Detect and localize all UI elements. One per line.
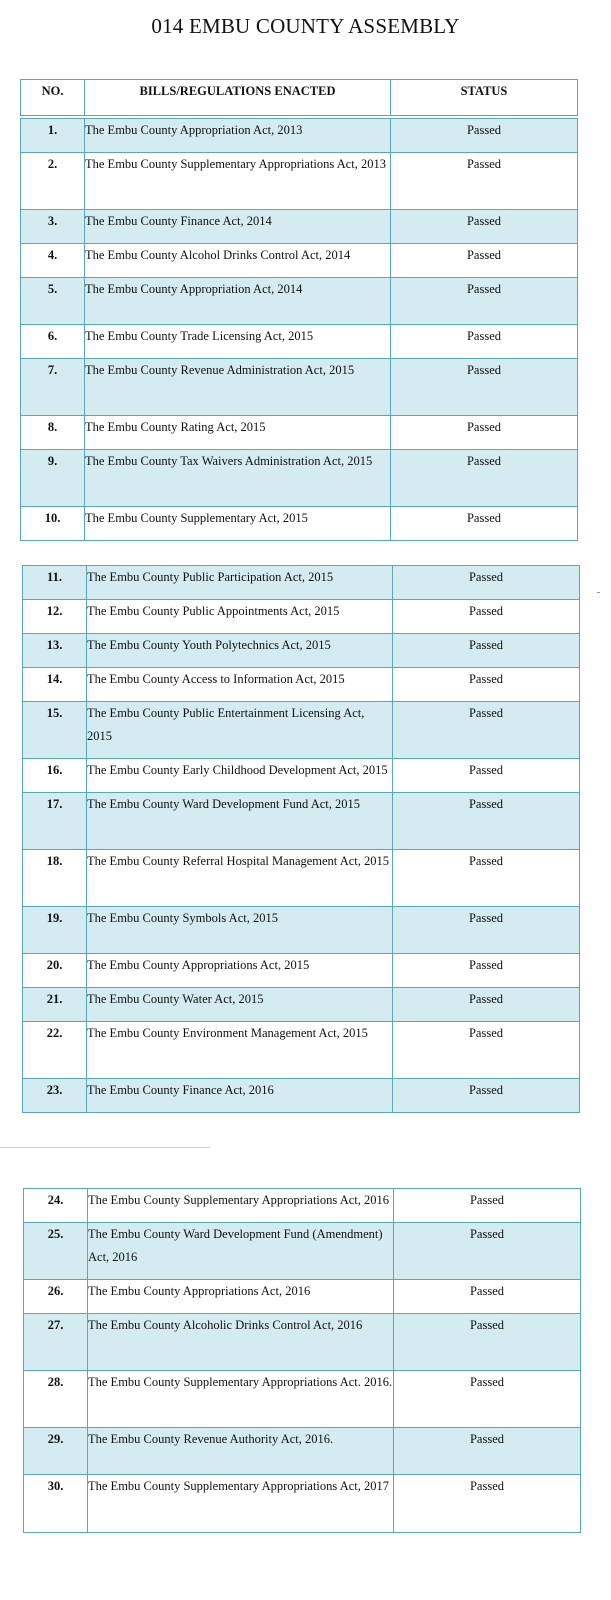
bill-title: The Embu County Alcoholic Drinks Control Act, 2016 xyxy=(88,1314,394,1371)
bill-status: Passed xyxy=(391,153,578,210)
row-number: 11. xyxy=(23,566,87,600)
table-row xyxy=(23,850,580,907)
table-header-row xyxy=(21,80,578,116)
bill-title: The Embu County Alcohol Drinks Control Act, 2014 xyxy=(85,244,391,278)
bill-status: Passed xyxy=(391,278,578,325)
bill-status: Passed xyxy=(391,450,578,507)
table-row xyxy=(23,702,580,759)
table-row xyxy=(21,325,578,359)
bill-status: Passed xyxy=(393,668,580,702)
table-row xyxy=(21,278,578,325)
bill-title: The Embu County Finance Act, 2016 xyxy=(87,1079,393,1113)
row-number: 18. xyxy=(23,850,87,907)
row-number: 22. xyxy=(23,1022,87,1079)
table-row xyxy=(24,1189,581,1223)
table-row xyxy=(21,507,578,541)
bill-title: The Embu County Supplementary Appropriations Act, 2017 xyxy=(88,1475,394,1533)
row-number: 7. xyxy=(21,359,85,416)
bill-title: The Embu County Early Childhood Development Act, 2015 xyxy=(87,759,393,793)
bill-status: Passed xyxy=(391,244,578,278)
page-break-line xyxy=(0,1147,210,1148)
page-title: 014 EMBU COUNTY ASSEMBLY xyxy=(151,14,460,38)
bill-title: The Embu County Appropriation Act, 2013 xyxy=(85,119,391,153)
row-number: 30. xyxy=(24,1475,88,1533)
bill-title: The Embu County Trade Licensing Act, 2015 xyxy=(85,325,391,359)
bill-status: Passed xyxy=(393,1022,580,1079)
bill-title: The Embu County Rating Act, 2015 xyxy=(85,416,391,450)
bill-title: The Embu County Ward Development Fund Act, 2015 xyxy=(87,793,393,850)
bill-title: The Embu County Appropriation Act, 2014 xyxy=(85,278,391,325)
bill-status: Passed xyxy=(391,210,578,244)
stray-mark xyxy=(597,592,600,593)
table-row xyxy=(24,1428,581,1475)
bill-status: Passed xyxy=(394,1371,581,1428)
row-number: 28. xyxy=(24,1371,88,1428)
bill-status: Passed xyxy=(393,793,580,850)
bill-title: The Embu County Access to Information Act, 2015 xyxy=(87,668,393,702)
table-row xyxy=(23,668,580,702)
bill-title: The Embu County Supplementary Appropriations Act. 2016. xyxy=(88,1371,394,1428)
bills-table-1 xyxy=(20,79,578,541)
table-row xyxy=(23,600,580,634)
table-row xyxy=(24,1475,581,1533)
row-number: 19. xyxy=(23,907,87,954)
bill-status: Passed xyxy=(393,988,580,1022)
header-status: STATUS xyxy=(391,80,578,116)
bill-title: The Embu County Tax Waivers Administration Act, 2015 xyxy=(85,450,391,507)
table-row xyxy=(21,450,578,507)
table-row xyxy=(24,1280,581,1314)
row-number: 14. xyxy=(23,668,87,702)
row-number: 15. xyxy=(23,702,87,759)
table-row xyxy=(23,954,580,988)
row-number: 26. xyxy=(24,1280,88,1314)
table-row xyxy=(23,988,580,1022)
bill-title: The Embu County Public Participation Act, 2015 xyxy=(87,566,393,600)
bills-table-2 xyxy=(22,565,580,1113)
row-number: 13. xyxy=(23,634,87,668)
bill-status: Passed xyxy=(394,1428,581,1475)
bill-status: Passed xyxy=(394,1475,581,1533)
row-number: 25. xyxy=(24,1223,88,1280)
bill-title: The Embu County Supplementary Act, 2015 xyxy=(85,507,391,541)
bill-status: Passed xyxy=(393,600,580,634)
table-row xyxy=(23,793,580,850)
bill-status: Passed xyxy=(394,1189,581,1223)
row-number: 24. xyxy=(24,1189,88,1223)
row-number: 2. xyxy=(21,153,85,210)
row-number: 12. xyxy=(23,600,87,634)
bill-title: The Embu County Symbols Act, 2015 xyxy=(87,907,393,954)
row-number: 23. xyxy=(23,1079,87,1113)
row-number: 27. xyxy=(24,1314,88,1371)
bill-status: Passed xyxy=(394,1314,581,1371)
bill-status: Passed xyxy=(393,759,580,793)
bill-status: Passed xyxy=(393,566,580,600)
table-row xyxy=(24,1371,581,1428)
table-row xyxy=(21,153,578,210)
row-number: 9. xyxy=(21,450,85,507)
row-number: 5. xyxy=(21,278,85,325)
row-number: 20. xyxy=(23,954,87,988)
bill-title: The Embu County Supplementary Appropriations Act, 2016 xyxy=(88,1189,394,1223)
table-row xyxy=(21,210,578,244)
bill-title: The Embu County Appropriations Act, 2016 xyxy=(88,1280,394,1314)
bill-title: The Embu County Youth Polytechnics Act, 2015 xyxy=(87,634,393,668)
table-row xyxy=(23,1079,580,1113)
bill-title: The Embu County Water Act, 2015 xyxy=(87,988,393,1022)
bill-title: The Embu County Public Appointments Act, 2015 xyxy=(87,600,393,634)
bill-title: The Embu County Referral Hospital Management Act, 2015 xyxy=(87,850,393,907)
table-row xyxy=(23,759,580,793)
bill-status: Passed xyxy=(391,359,578,416)
row-number: 1. xyxy=(21,119,85,153)
row-number: 6. xyxy=(21,325,85,359)
header-no: NO. xyxy=(21,80,85,116)
row-number: 8. xyxy=(21,416,85,450)
table-row xyxy=(21,119,578,153)
bill-status: Passed xyxy=(391,507,578,541)
table-row xyxy=(23,634,580,668)
bill-status: Passed xyxy=(394,1280,581,1314)
table-row xyxy=(23,907,580,954)
header-bills: BILLS/REGULATIONS ENACTED xyxy=(85,80,391,116)
row-number: 16. xyxy=(23,759,87,793)
bill-status: Passed xyxy=(393,850,580,907)
bill-status: Passed xyxy=(391,325,578,359)
bill-status: Passed xyxy=(394,1223,581,1280)
bills-table-3 xyxy=(23,1188,581,1533)
bill-title: The Embu County Revenue Administration Act, 2015 xyxy=(85,359,391,416)
bill-status: Passed xyxy=(391,416,578,450)
bill-title: The Embu County Ward Development Fund (Amendment) Act, 2016 xyxy=(88,1223,394,1280)
bill-title: The Embu County Supplementary Appropriations Act, 2013 xyxy=(85,153,391,210)
row-number: 10. xyxy=(21,507,85,541)
table-row xyxy=(21,416,578,450)
bill-title: The Embu County Public Entertainment Licensing Act, 2015 xyxy=(87,702,393,759)
table-row xyxy=(23,566,580,600)
table-row xyxy=(21,244,578,278)
bill-status: Passed xyxy=(393,702,580,759)
bill-status: Passed xyxy=(393,1079,580,1113)
bill-status: Passed xyxy=(393,634,580,668)
bill-title: The Embu County Appropriations Act, 2015 xyxy=(87,954,393,988)
row-number: 29. xyxy=(24,1428,88,1475)
table-row xyxy=(24,1223,581,1280)
row-number: 21. xyxy=(23,988,87,1022)
bill-status: Passed xyxy=(393,907,580,954)
bill-title: The Embu County Finance Act, 2014 xyxy=(85,210,391,244)
row-number: 4. xyxy=(21,244,85,278)
table-row xyxy=(23,1022,580,1079)
table-row xyxy=(21,359,578,416)
table-row xyxy=(24,1314,581,1371)
bill-title: The Embu County Environment Management Act, 2015 xyxy=(87,1022,393,1079)
bill-title: The Embu County Revenue Authority Act, 2016. xyxy=(88,1428,394,1475)
bill-status: Passed xyxy=(393,954,580,988)
row-number: 17. xyxy=(23,793,87,850)
bill-status: Passed xyxy=(391,119,578,153)
row-number: 3. xyxy=(21,210,85,244)
